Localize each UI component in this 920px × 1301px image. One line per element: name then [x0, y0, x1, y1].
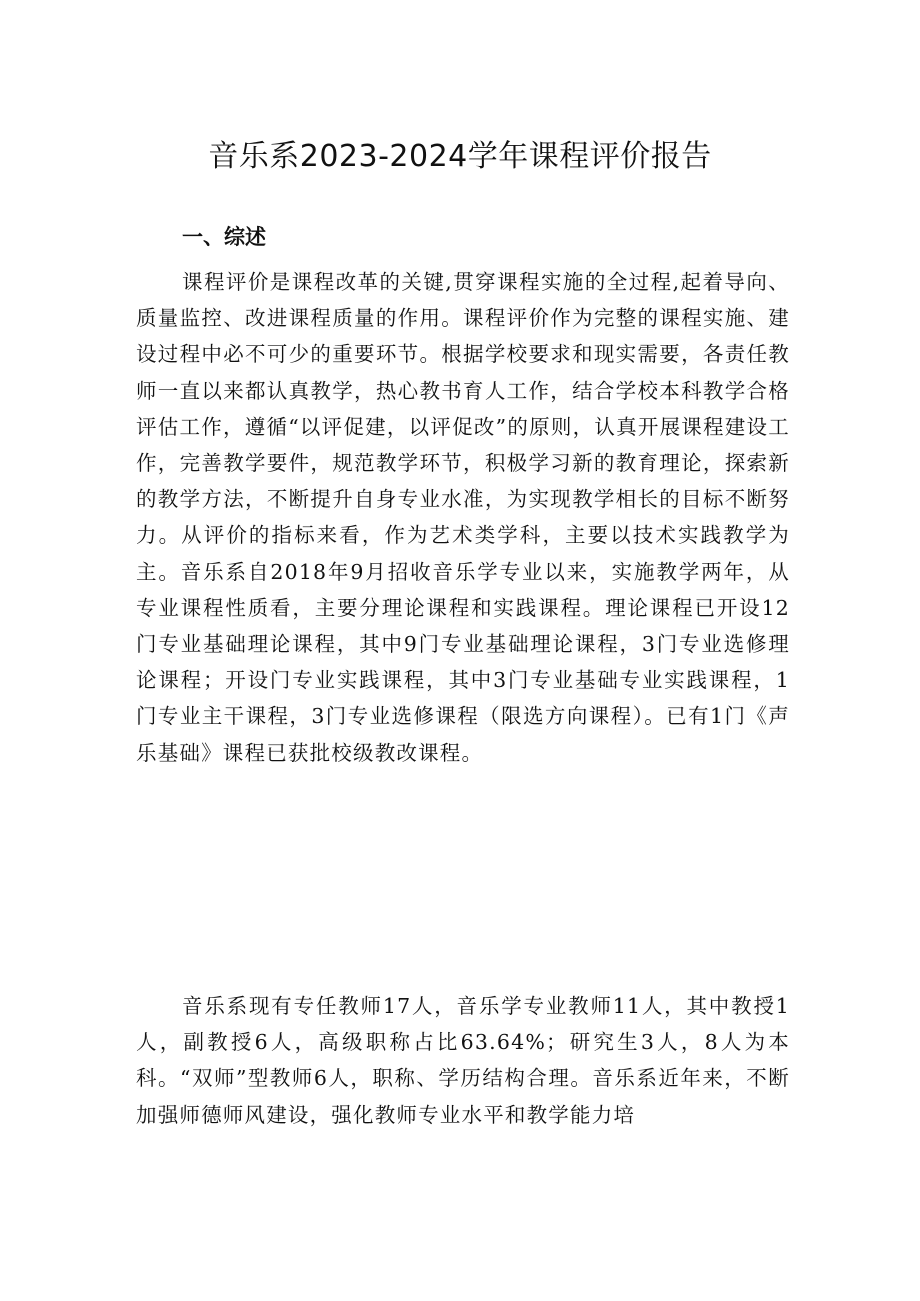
body-paragraph: 课程评价是课程改革的关键,贯穿课程实施的全过程,起着导向、质量监控、改进课程质量的作用。课程评价作为完整的课程实施、建设过程中必不可少的重要环节。根据学校要求和现实需要，各责任教师一直以来都认真教学，热心教书育人工作，结合学校本科教学合格评估工作，遵循“以评促建，以评促改”的原则，认真开展课程建设工作，完善教学要件，规范教学环节，积极学习新的教育理论，探索新的教学方法，不断提升自身专业水准，为实现教学相长的目标不断努力。从评价的指标来看，作为艺术类学科，主要以技术实践教学为主。音乐系自2018年9月招收音乐学专业以来，实施教学两年，从专业课程性质看，主要分理论课程和实践课程。理论课程已开设12门专业基础理论课程，其中9门专业基础理论课程，3门专业选修理论课程；开设门专业实践课程，其中3门专业基础专业实践课程，1门专业主干课程，3门专业选修课程（限选方向课程）。已有1门《声乐基础》课程已获批校级教改课程。	[136, 270, 790, 765]
document-title: 音乐系2023-2024学年课程评价报告	[208, 139, 712, 174]
section-heading-overview: 一、综述	[182, 225, 266, 249]
body-paragraph: 音乐系现有专任教师17人，音乐学专业教师11人，其中教授1人，副教授6人，高级职称占比63.64%；研究生3人，8人为本科。“双师”型教师6人，职称、学历结构合理。音乐系近年来，不断加强师德师风建设，强化教师专业水平和教学能力培	[136, 994, 790, 1127]
